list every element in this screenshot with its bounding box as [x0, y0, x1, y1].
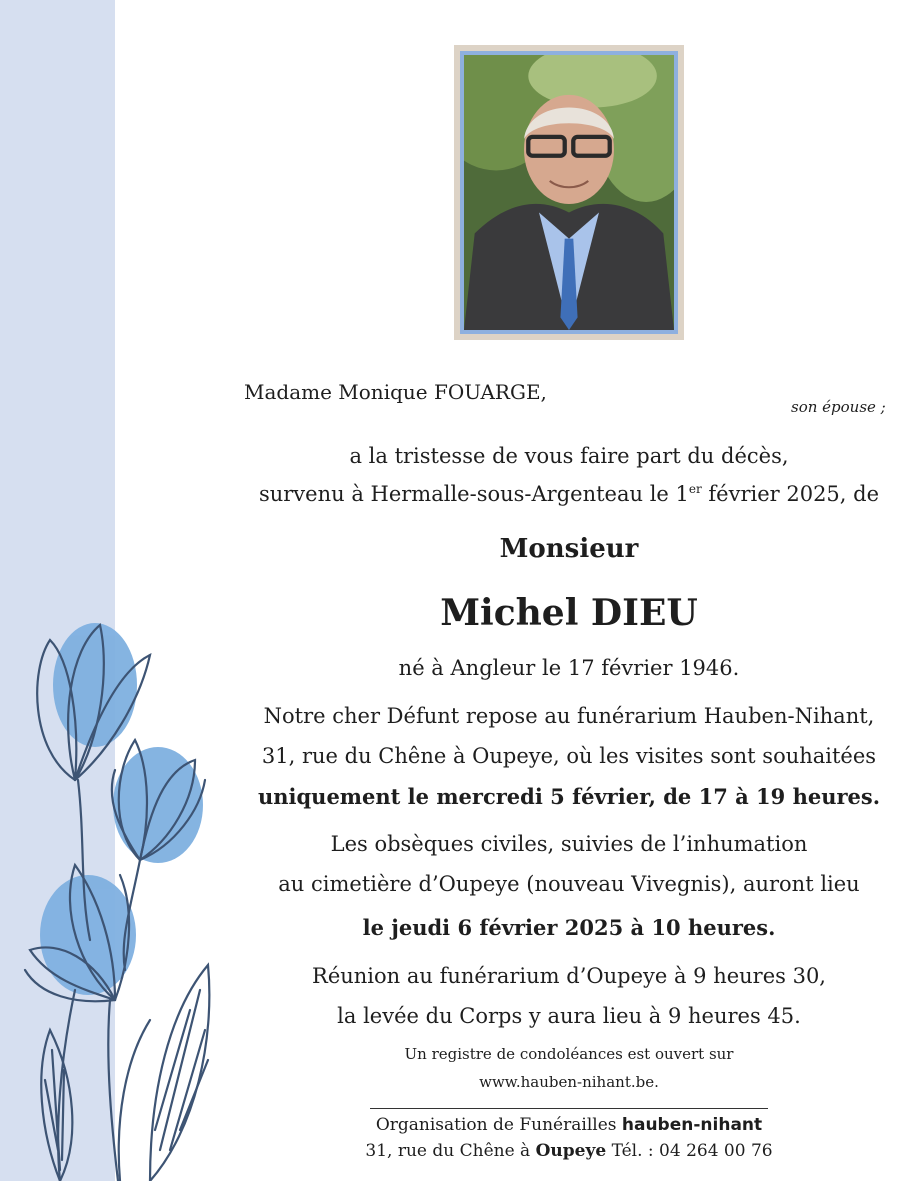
birth-line: né à Angleur le 17 février 1946.: [398, 656, 740, 680]
announcement-line-2: survenu à Hermalle-sous-Argenteau le 1er février 2025, de: [258, 482, 880, 506]
wife-role: son épouse ;: [791, 398, 886, 416]
announcement-line-1: a la tristesse de vous faire part du décès,: [349, 444, 789, 468]
footer-address: 31, rue du Chêne à Oupeye Tél. : 04 264 00 76: [365, 1141, 773, 1161]
brand-name: hauben-nihant: [621, 1115, 763, 1135]
meeting-line-1: Réunion au funérarium d’Oupeye à 9 heures 30,: [312, 964, 826, 988]
rest-line-2: 31, rue du Chêne à Oupeye, où les visites sont souhaitées: [261, 744, 877, 768]
funeral-line-2: au cimetière d’Oupeye (nouveau Vivegnis), auront lieu: [278, 872, 860, 896]
footer-organisation: Organisation de Funérailles hauben-nihant: [375, 1115, 763, 1135]
portrait-photo: [460, 51, 678, 334]
deceased-name: Michel DIEU: [440, 592, 698, 634]
tulip-illustration: [0, 610, 240, 1181]
meeting-line-2: la levée du Corps y aura lieu à 9 heures 45.: [337, 1004, 801, 1028]
ordinal-suffix: er: [688, 482, 702, 496]
wife-name: Madame Monique FOUARGE,: [244, 380, 547, 404]
registry-link[interactable]: www.hauben-nihant.be.: [479, 1073, 659, 1091]
rest-line-1: Notre cher Défunt repose au funérarium Hauben-Nihant,: [263, 704, 875, 728]
deceased-title: Monsieur: [499, 534, 639, 564]
funeral-line-1: Les obsèques civiles, suivies de l’inhumation: [330, 832, 808, 856]
footer-divider: [370, 1108, 768, 1109]
registry-line-1: Un registre de condoléances est ouvert sur: [404, 1045, 734, 1063]
funeral-line-3: le jeudi 6 février 2025 à 10 heures.: [362, 915, 776, 940]
rest-line-3: uniquement le mercredi 5 février, de 17 à 19 heures.: [257, 784, 881, 809]
portrait-frame: [454, 45, 684, 340]
